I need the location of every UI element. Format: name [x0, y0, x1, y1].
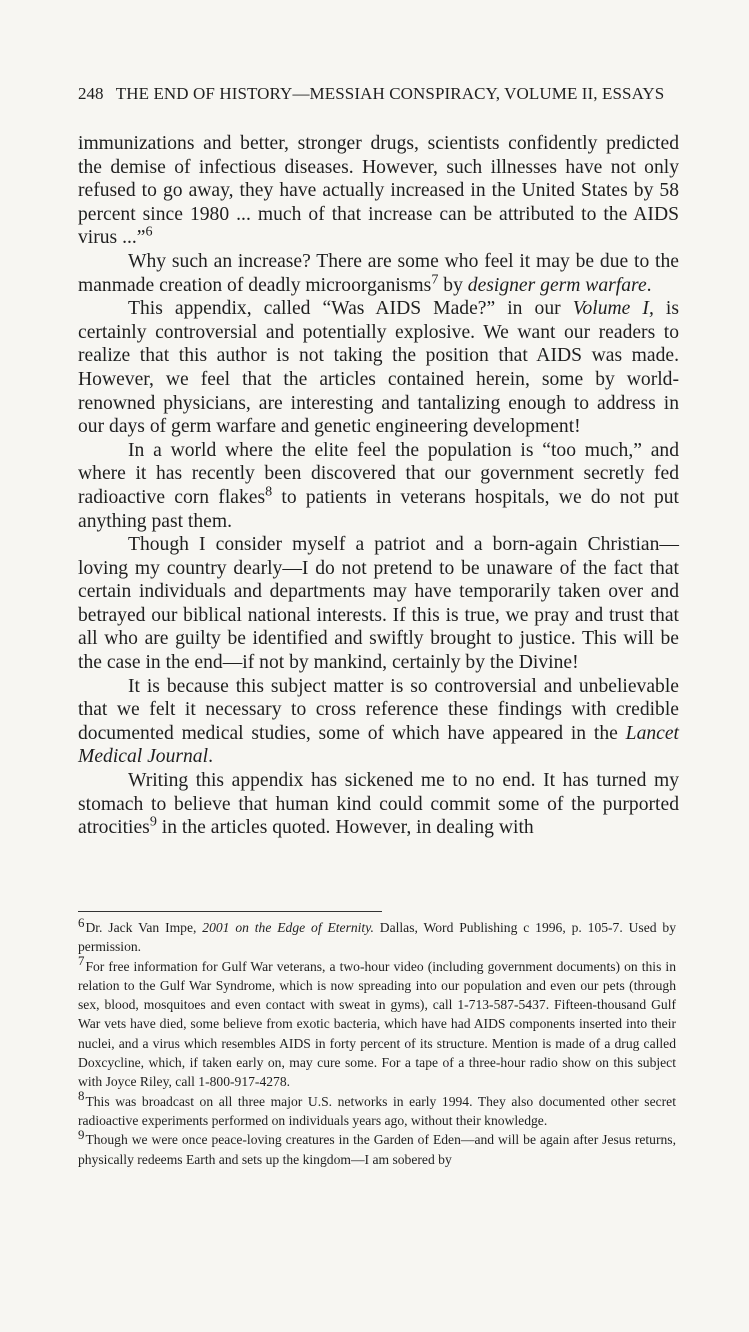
footnote-6: [78, 914, 677, 957]
paragraph-4-text-b: to patients in veterans hospitals, we do not put anything past them.: [78, 486, 679, 532]
footnote-7: [78, 953, 676, 1092]
body-text: [78, 132, 679, 840]
footnote-ref-8: 8: [265, 483, 273, 500]
paragraph-1: [78, 132, 679, 250]
footnotes: [78, 914, 677, 1169]
paragraph-1-text: immunizations and better, stronger drugs, scientists confidently predicted the demise of infectious diseases. However, such illnesses have not only refused to go away, they have actually increased in the United States by 58 percent since 1980 ... much of that increase can be attributed to the AIDS virus ...”: [78, 133, 679, 249]
footnote-7-text: For free information for Gulf War veterans, a two-hour video (including government documents) on this in relation to the Gulf War Syndrome, which is now spreading into our population and even our pets (through sex, blood, mosquitoes and even contact with sweat in gyms), call 1-713-587-5437. Fifteen-thousand Gulf War vets have died, some believe from exotic bacteria, which have had AIDS components inserted into their nuclei, and a virus which resembles AIDS in forty percent of its structure. Mention is made of a drug called Doxcycline, which, if taken early on, may cure some. For a tape of a three-hour radio show on this subject with Joyce Riley, call 1-800-917-4278.: [78, 958, 676, 1090]
paragraph-7-text-b: in the articles quoted. However, in dealing with: [156, 817, 534, 839]
footnote-mark-7: 7: [78, 953, 85, 969]
paragraph-6-text-b: .: [208, 746, 213, 768]
footnote-mark-6: 6: [78, 914, 85, 930]
paragraph-7: [78, 769, 679, 840]
footnote-ref-9: 9: [149, 813, 157, 830]
footnote-9: [78, 1126, 676, 1169]
footnote-9-text: Though we were once peace-loving creatures in the Garden of Eden—and will be again after Jesus returns, physically redeems Earth and sets up the kingdom—I am sobered by: [78, 1132, 676, 1167]
paragraph-2-text-b: by: [438, 274, 468, 296]
paragraph-6-text: It is because this subject matter is so controversial and unbelievable that we felt it necessary to cross reference these findings with credible documented medical studies, some of which have appeared in the: [78, 675, 679, 744]
paragraph-2: [78, 250, 679, 297]
footnote-6-text: Dr. Jack Van Impe,: [85, 920, 203, 935]
footnote-8: [78, 1088, 676, 1131]
emphasis-volume-i: Volume I,: [572, 298, 654, 320]
emphasis-lancet-medical-journal: Lancet Medical Journal: [78, 722, 679, 768]
emphasis-designer-germ-warfare: designer germ warfare: [467, 274, 647, 296]
footnote-mark-8: 8: [78, 1088, 85, 1104]
footnote-6-book-title: 2001 on the Edge of Eternity.: [202, 920, 374, 935]
running-header: [78, 84, 678, 104]
footnote-6-text-b: Dallas, Word Publishing c 1996, p. 105-7. Used by permission.: [78, 920, 677, 955]
footnote-divider: [78, 911, 382, 912]
page-number: 248: [78, 84, 104, 103]
footnote-ref-7: 7: [431, 271, 439, 288]
paragraph-4: [78, 439, 679, 533]
paragraph-4-text: In a world where the elite feel the population is “too much,” and where it has recently been discovered that our government secretly fed radioactive corn flakes: [78, 439, 679, 508]
running-title: THE END OF HISTORY—MESSIAH CONSPIRACY, VOLUME II, ESSAYS: [115, 84, 665, 103]
paragraph-3-text: This appendix, called “Was AIDS Made?” in our: [128, 298, 573, 320]
paragraph-5-text: Though I consider myself a patriot and a born-again Christian—loving my country dearly—I do not pretend to be unaware of the fact that certain individuals and departments may have temporarily taken over and betrayed our biblical national interests. If this is true, we pray and trust that all who are guilty be identified and swiftly brought to justice. This will be the case in the end—if not by mankind, certainly by the Divine!: [78, 534, 679, 674]
paragraph-7-text: Writing this appendix has sickened me to no end. It has turned my stomach to believe that human kind could commit some of the purported atrocities: [78, 770, 679, 839]
paragraph-3: [78, 297, 679, 439]
footnote-ref-6: 6: [145, 223, 153, 240]
paragraph-2-text: Why such an increase? There are some who feel it may be due to the manmade creation of deadly microorganisms: [78, 250, 679, 296]
footnote-8-text: This was broadcast on all three major U.S. networks in early 1994. They also documented other secret radioactive experiments performed on individuals years ago, without their knowledge.: [78, 1093, 676, 1128]
paragraph-6: [78, 675, 679, 769]
footnote-mark-9: 9: [78, 1126, 85, 1142]
paragraph-5: [78, 533, 679, 675]
paragraph-3-text-b: is certainly controversial and potentially explosive. We want our readers to realize that this author is not taking the position that AIDS was made. However, we feel that the articles contained herein, some by world-renowned physicians, are interesting and tantalizing enough to address in our days of germ warfare and genetic engineering development!: [78, 298, 679, 438]
paragraph-2-text-c: .: [646, 274, 652, 296]
